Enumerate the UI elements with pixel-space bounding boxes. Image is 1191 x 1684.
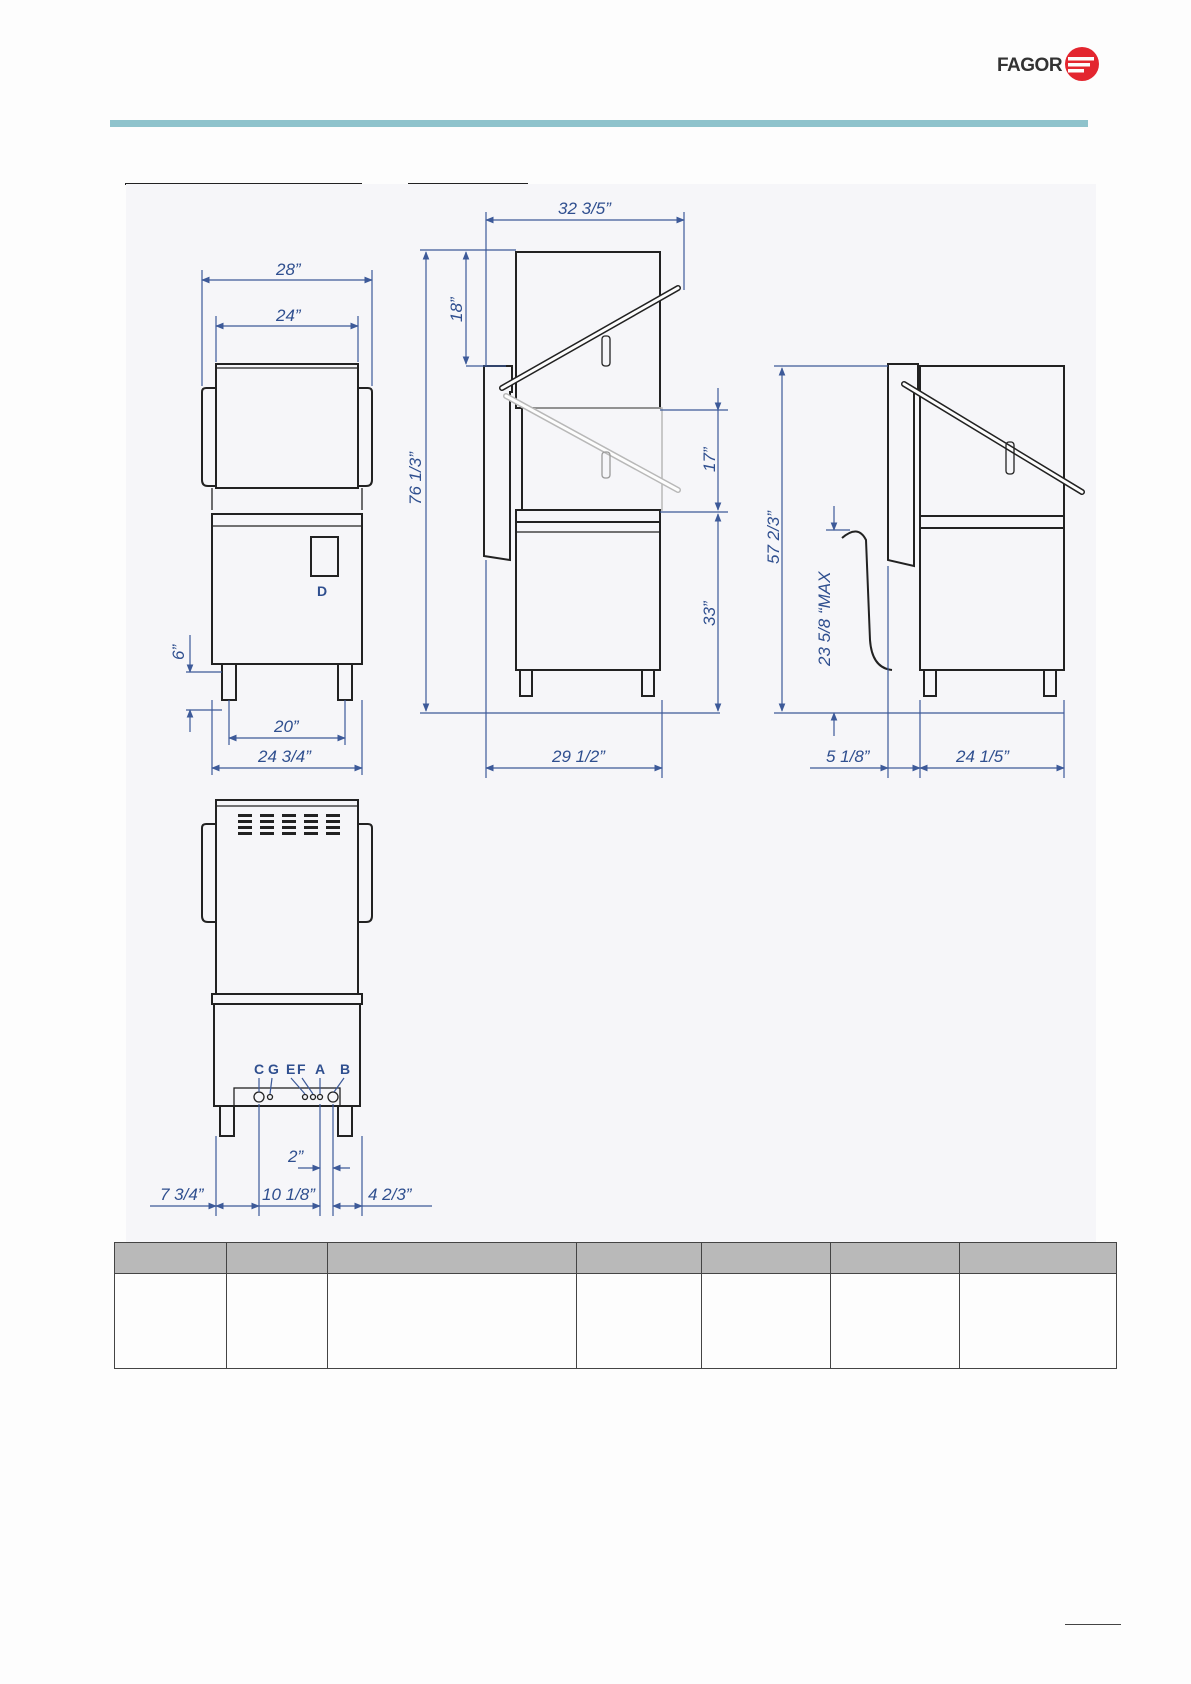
dim-drain-height: 23 5/8 “MAX: [815, 571, 834, 666]
dim-rear-left-offset: 7 3/4”: [160, 1185, 204, 1204]
brand-name: FAGOR: [997, 55, 1063, 76]
front-view: [169, 260, 372, 775]
dim-closed-depth: 24 1/5”: [956, 747, 1009, 766]
dim-side-base-depth: 29 1/2”: [552, 747, 605, 766]
page-number-rule: [1065, 1624, 1121, 1625]
dim-front-leg-spacing: 20”: [274, 717, 299, 736]
dim-rear-right-offset: 4 2/3”: [368, 1185, 412, 1204]
dim-rear-spacing: 2”: [288, 1147, 304, 1166]
rear-label-a: A: [315, 1061, 326, 1077]
spec-table: [114, 1242, 1117, 1369]
front-leg-left: [222, 664, 236, 700]
spec-table-header-row: [115, 1243, 1117, 1274]
front-left-handle: [202, 388, 216, 486]
dim-closed-offset: 5 1/8”: [826, 747, 870, 766]
spec-cell: [960, 1274, 1117, 1369]
rear-label-f: F: [297, 1061, 306, 1077]
rear-label-c: C: [254, 1061, 265, 1077]
dim-rear-mid-offset: 10 1/8”: [262, 1185, 315, 1204]
spec-cell: [227, 1274, 328, 1369]
front-body-outline: [212, 514, 362, 664]
spec-cell: [328, 1274, 577, 1369]
dim-side-depth-hood: 32 3/5”: [558, 199, 611, 218]
front-right-handle: [358, 388, 372, 486]
dim-closed-height: 57 2/3”: [764, 511, 783, 564]
rear-label-g: G: [268, 1061, 279, 1077]
rear-right-handle: [358, 824, 372, 922]
spec-cell: [115, 1274, 227, 1369]
side-body: [516, 522, 660, 670]
spec-header-cell: [328, 1243, 577, 1274]
dim-front-width-body: 24”: [276, 306, 301, 325]
side-table-top: [516, 510, 660, 522]
drain-hose: [842, 531, 892, 670]
rear-label-e: E: [286, 1061, 296, 1077]
spec-header-cell: [831, 1243, 960, 1274]
side-view-closed: [764, 364, 1082, 778]
front-hood-outline: [216, 364, 358, 488]
dim-front-leg-height: 6”: [169, 644, 188, 660]
rear-leg-right: [338, 1106, 352, 1136]
closed-back-column: [888, 364, 918, 566]
rear-left-handle: [202, 824, 216, 922]
dim-side-hood-rise: 18”: [447, 297, 466, 322]
spec-header-cell: [702, 1243, 831, 1274]
spec-cell: [577, 1274, 702, 1369]
spec-header-cell: [577, 1243, 702, 1274]
spec-header-cell: [227, 1243, 328, 1274]
dim-side-table-height: 33”: [700, 601, 719, 626]
dim-front-width-overall: 28”: [276, 260, 301, 279]
spec-table-row: [115, 1274, 1117, 1369]
spec-cell: [702, 1274, 831, 1369]
rear-view: [150, 800, 432, 1216]
side-hood-raised: [516, 252, 660, 408]
front-connection-label: D: [317, 583, 328, 599]
dim-side-height-total: 76 1/3”: [406, 452, 425, 505]
spec-cell: [831, 1274, 960, 1369]
closed-hood: [920, 366, 1064, 516]
dim-front-base-width: 24 3/4”: [258, 747, 311, 766]
spec-header-cell: [115, 1243, 227, 1274]
rear-label-b: B: [340, 1061, 351, 1077]
front-leg-right: [338, 664, 352, 700]
dim-side-opening-height: 17”: [700, 447, 719, 472]
rear-table-top: [212, 994, 362, 1004]
spec-header-cell: [960, 1243, 1117, 1274]
rear-upper-body: [216, 800, 358, 994]
rear-connection-plate: [234, 1088, 340, 1106]
rear-vent-grille: [238, 814, 340, 835]
side-view-open: [406, 199, 728, 778]
rear-leg-left: [220, 1106, 234, 1136]
front-connection-box: [311, 537, 338, 576]
rear-lower-body: [214, 1004, 360, 1106]
